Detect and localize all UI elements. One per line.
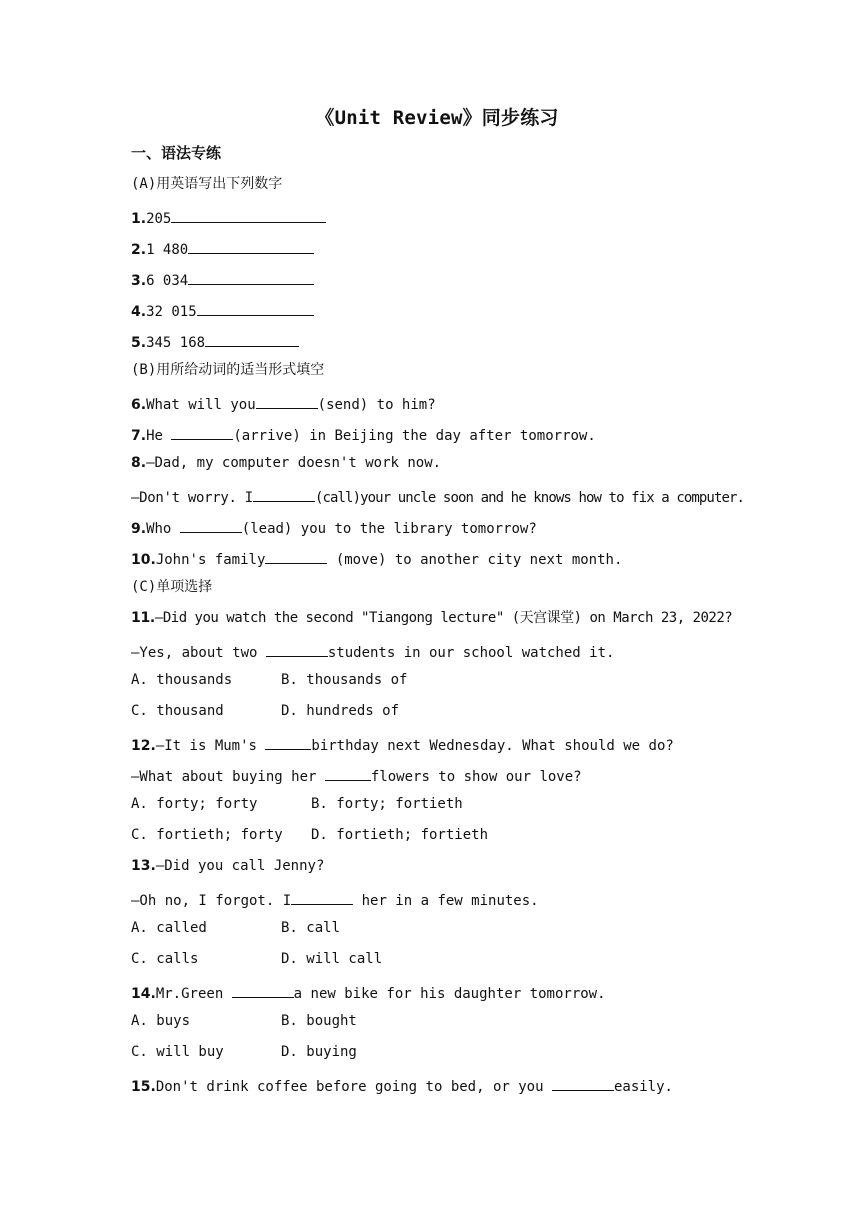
- question-number: 10.: [131, 552, 156, 568]
- answer-blank[interactable]: [171, 205, 326, 223]
- answer-blank[interactable]: [180, 515, 242, 533]
- question-text-before: He: [146, 428, 172, 444]
- question-number: 6.: [131, 397, 147, 413]
- question-text-after: (lead) you to the library tomorrow?: [241, 521, 537, 537]
- answer-blank[interactable]: [205, 329, 299, 347]
- answer-blank[interactable]: [232, 980, 294, 998]
- question-8-line-2: [131, 484, 751, 515]
- question-number: 4.: [131, 304, 147, 320]
- question-text: —Did you call Jenny?: [155, 858, 325, 874]
- question-text-after: her in a few minutes.: [353, 893, 539, 909]
- question-text-after: a new bike for his daughter tomorrow.: [293, 986, 606, 1002]
- question-13-options-cd: [131, 949, 751, 980]
- section-heading: 一、语法专练: [131, 144, 222, 162]
- answer-blank[interactable]: [266, 639, 328, 657]
- question-text-after: (move) to another city next month.: [327, 552, 623, 568]
- question-text: 6 034: [146, 273, 189, 289]
- answer-blank[interactable]: [552, 1073, 614, 1091]
- answer-blank[interactable]: [256, 391, 318, 409]
- question-number: 3.: [131, 273, 147, 289]
- question-text-after: easily.: [613, 1079, 673, 1095]
- question-11-options-ab: [131, 670, 751, 701]
- question-text: 32 015: [146, 304, 197, 320]
- option-a[interactable]: A. buys: [131, 1013, 191, 1029]
- answer-blank[interactable]: [265, 732, 311, 750]
- answer-blank[interactable]: [325, 763, 371, 781]
- question-text-before: —It is Mum's: [155, 738, 266, 754]
- question-text-after: (send) to him?: [317, 397, 436, 413]
- question-2: [131, 236, 751, 267]
- option-b[interactable]: B. call: [281, 920, 341, 936]
- question-6: [131, 391, 751, 422]
- option-d[interactable]: D. hundreds of: [281, 703, 400, 719]
- option-b[interactable]: B. bought: [281, 1013, 357, 1029]
- page-title: 《Unit Review》同步练习: [315, 107, 559, 129]
- answer-blank[interactable]: [171, 422, 233, 440]
- question-text-before: Don't drink coffee before going to bed, or you: [155, 1079, 552, 1095]
- answer-blank[interactable]: [188, 267, 314, 285]
- option-d[interactable]: D. fortieth; fortieth: [311, 827, 489, 843]
- option-a[interactable]: A. forty; forty: [131, 796, 258, 812]
- question-text: —Did you watch the second "Tiangong lecture" (天宫课堂) on March 23, 2022?: [154, 610, 733, 626]
- option-b[interactable]: B. thousands of: [281, 672, 408, 688]
- question-12-line-1: [131, 732, 751, 763]
- question-10: [131, 546, 751, 577]
- question-12-options-cd: [131, 825, 751, 856]
- question-text-after: flowers to show our love?: [370, 769, 582, 785]
- question-number: 1.: [131, 211, 147, 227]
- question-text-before: —What about buying her: [131, 769, 325, 785]
- question-5: [131, 329, 751, 360]
- question-text-before: —Oh no, I forgot. I: [131, 893, 292, 909]
- question-text-before: Who: [146, 521, 180, 537]
- question-4: [131, 298, 751, 329]
- question-7: [131, 422, 751, 453]
- question-12-line-2: [131, 763, 751, 794]
- option-a[interactable]: A. thousands: [131, 672, 233, 688]
- question-12-options-ab: [131, 794, 751, 825]
- question-text-before: —Yes, about two: [131, 645, 266, 661]
- question-text-before: —Don't worry. I: [131, 490, 253, 506]
- question-11-line-1: [131, 608, 751, 639]
- worksheet-content: [131, 143, 751, 1104]
- option-b[interactable]: B. forty; fortieth: [311, 796, 463, 812]
- question-text: 1 480: [146, 242, 189, 258]
- question-text-after: (call)your uncle soon and he knows how to fix a computer.: [314, 490, 745, 506]
- question-14-options-cd: [131, 1042, 751, 1073]
- answer-blank[interactable]: [188, 236, 314, 254]
- question-8-line-1: [131, 453, 751, 484]
- question-number: 2.: [131, 242, 147, 258]
- question-11-options-cd: [131, 701, 751, 732]
- question-number: 15.: [131, 1079, 156, 1095]
- option-a[interactable]: A. called: [131, 920, 207, 936]
- answer-blank[interactable]: [291, 887, 353, 905]
- question-text-before: Mr.Green: [155, 986, 232, 1002]
- question-number: 14.: [131, 986, 156, 1002]
- question-number: 7.: [131, 428, 147, 444]
- question-14-options-ab: [131, 1011, 751, 1042]
- question-number: 9.: [131, 521, 147, 537]
- answer-blank[interactable]: [197, 298, 314, 316]
- part-a-heading: (A)用英语写出下列数字: [131, 176, 283, 192]
- option-c[interactable]: C. thousand: [131, 703, 224, 719]
- question-text-after: birthday next Wednesday. What should we do?: [311, 738, 674, 754]
- question-text: —Dad, my computer doesn't work now.: [146, 455, 442, 471]
- option-c[interactable]: C. will buy: [131, 1044, 224, 1060]
- question-3: [131, 267, 751, 298]
- answer-blank[interactable]: [265, 546, 327, 564]
- question-13-options-ab: [131, 918, 751, 949]
- question-text-before: John's family: [155, 552, 266, 568]
- question-text: 345 168: [146, 335, 206, 351]
- question-number: 11.: [131, 610, 155, 626]
- question-number: 8.: [131, 455, 147, 471]
- option-d[interactable]: D. will call: [281, 951, 383, 967]
- question-14: [131, 980, 751, 1011]
- question-number: 13.: [131, 858, 156, 874]
- question-number: 12.: [131, 738, 156, 754]
- part-b-heading: (B)用所给动词的适当形式填空: [131, 362, 325, 378]
- question-13-line-2: [131, 887, 751, 918]
- question-9: [131, 515, 751, 546]
- option-c[interactable]: C. fortieth; forty: [131, 827, 283, 843]
- question-13-line-1: [131, 856, 751, 887]
- question-text-after: students in our school watched it.: [327, 645, 615, 661]
- question-text: 205: [146, 211, 172, 227]
- question-text-after: (arrive) in Beijing the day after tomorrow.: [233, 428, 596, 444]
- part-c-heading: (C)单项选择: [131, 579, 213, 595]
- question-text-before: What will you: [146, 397, 256, 413]
- question-11-line-2: [131, 639, 751, 670]
- question-15: [131, 1073, 751, 1104]
- option-c[interactable]: C. calls: [131, 951, 199, 967]
- option-d[interactable]: D. buying: [281, 1044, 357, 1060]
- question-1: [131, 205, 751, 236]
- question-number: 5.: [131, 335, 147, 351]
- answer-blank[interactable]: [253, 484, 315, 502]
